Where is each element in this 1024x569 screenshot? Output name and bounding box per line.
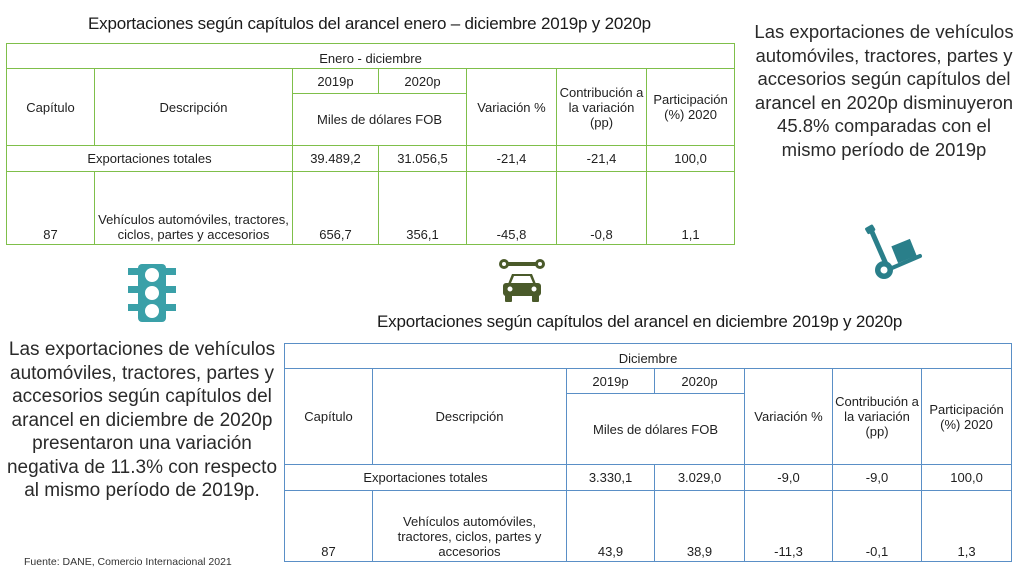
table-row xyxy=(285,465,1012,491)
table2-col-2019: 2019p xyxy=(567,369,655,394)
table2-units: Miles de dólares FOB xyxy=(567,394,745,465)
table2-row1-variacion: -11,3 xyxy=(745,491,833,562)
source-note: Fuente: DANE, Comercio Internacional 2021 xyxy=(24,556,232,568)
table2-col-variacion: Variación % xyxy=(745,369,833,465)
table2-row0-variacion: -9,0 xyxy=(745,465,833,491)
table2-row1-2020: 38,9 xyxy=(655,491,745,562)
table2-row0-contribucion: -9,0 xyxy=(833,465,922,491)
table2-row0-2020: 3.029,0 xyxy=(655,465,745,491)
table2-col-descripcion: Descripción xyxy=(373,369,567,465)
table1-col-2019: 2019p xyxy=(293,69,379,94)
table1-row0-2020: 31.056,5 xyxy=(379,146,467,172)
hand-truck-icon xyxy=(862,222,924,284)
car-repair-icon xyxy=(498,254,546,304)
table2-row0-participacion: 100,0 xyxy=(922,465,1012,491)
table1-row1-contribucion: -0,8 xyxy=(557,172,647,245)
table1-col-capitulo: Capítulo xyxy=(7,69,95,146)
table2 xyxy=(284,343,1012,562)
table1-row0-participacion: 100,0 xyxy=(647,146,735,172)
table2-col-capitulo: Capítulo xyxy=(285,369,373,465)
table-row xyxy=(285,491,1012,562)
table1-row0-descripcion: Exportaciones totales xyxy=(7,146,293,172)
table2-row1-2019: 43,9 xyxy=(567,491,655,562)
table1-col-2020: 2020p xyxy=(379,69,467,94)
table1-row0-2019: 39.489,2 xyxy=(293,146,379,172)
summary-annual-text: Las exportaciones de vehículos automóviles, tractores, partes y accesorios según capítulos del arancel en 2020p disminuyeron 45.8% comparadas con el mismo período de 2019p xyxy=(754,21,1014,160)
table1-row1-variacion: -45,8 xyxy=(467,172,557,245)
table1-row1-2020: 356,1 xyxy=(379,172,467,245)
table1-title: Exportaciones según capítulos del arancel enero – diciembre 2019p y 2020p xyxy=(88,14,651,33)
table2-title: Exportaciones según capítulos del arancel en diciembre 2019p y 2020p xyxy=(377,312,903,331)
table1-units: Miles de dólares FOB xyxy=(293,94,467,146)
table1-row1-descripcion: Vehículos automóviles, tractores, ciclos, partes y accesorios xyxy=(95,172,293,245)
table2-row1-capitulo: 87 xyxy=(285,491,373,562)
traffic-light-icon xyxy=(124,262,180,324)
table-row xyxy=(7,146,735,172)
table-row xyxy=(7,172,735,245)
table1 xyxy=(6,43,735,245)
table1-row1-2019: 656,7 xyxy=(293,172,379,245)
table1-row1-participacion: 1,1 xyxy=(647,172,735,245)
table1-col-descripcion: Descripción xyxy=(95,69,293,146)
table1-row0-contribucion: -21,4 xyxy=(557,146,647,172)
table2-row1-descripcion: Vehículos automóviles, tractores, ciclos, partes y accesorios xyxy=(373,491,567,562)
table1-col-variacion: Variación % xyxy=(467,69,557,146)
table2-row0-2019: 3.330,1 xyxy=(567,465,655,491)
summary-december-text: Las exportaciones de vehículos automóviles, tractores, partes y accesorios según capítulos del arancel en diciembre de 2020p presentaron una variación negativa de 11.3% con respecto al mismo período de 2019p. xyxy=(6,339,278,501)
table1-row0-variacion: -21,4 xyxy=(467,146,557,172)
table1-period: Enero - diciembre xyxy=(7,44,735,69)
table2-period: Diciembre xyxy=(285,344,1012,369)
table2-col-contribucion: Contribución a la variación (pp) xyxy=(833,369,922,465)
table2-col-participacion: Participación (%) 2020 xyxy=(922,369,1012,465)
table2-row1-participacion: 1,3 xyxy=(922,491,1012,562)
table1-row1-capitulo: 87 xyxy=(7,172,95,245)
table1-col-contribucion: Contribución a la variación (pp) xyxy=(557,69,647,146)
table2-row1-contribucion: -0,1 xyxy=(833,491,922,562)
table2-row0-descripcion: Exportaciones totales xyxy=(285,465,567,491)
table1-col-participacion: Participación (%) 2020 xyxy=(647,69,735,146)
table2-col-2020: 2020p xyxy=(655,369,745,394)
